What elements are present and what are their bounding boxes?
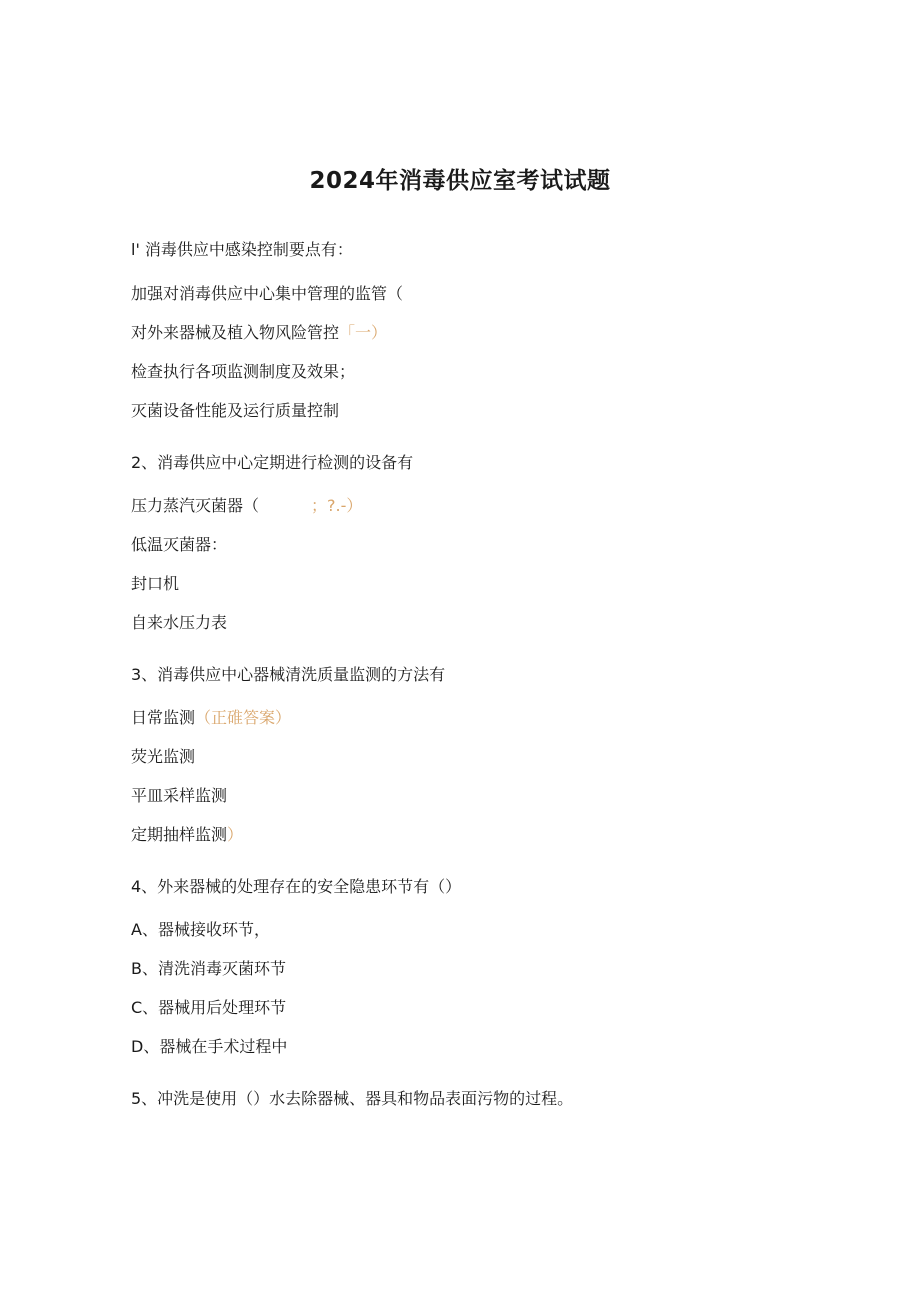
- q1-option-2-text: 对外来器械及植入物风险管控: [131, 323, 340, 342]
- question-1: l' 消毒供应中感染控制要点有：: [131, 240, 353, 259]
- q1-option-2-answer-mark: 「一）: [339, 323, 388, 342]
- q2-option-1-answer-mark: ；?.-）: [311, 496, 363, 515]
- q4-option-a: [131, 920, 270, 940]
- q3-option-1-text: 日常监测: [131, 708, 196, 727]
- question-2: 2、消毒供应中心定期进行检测的设备有: [131, 453, 414, 472]
- q2-option-3-text: 封口机: [131, 574, 180, 593]
- q1-option-1-text: 加强对消毒供应中心集中管理的监管（: [131, 284, 404, 303]
- q4-option-d: [131, 1037, 287, 1057]
- q1-option-4-text: 灭菌设备性能及运行质量控制: [131, 401, 340, 420]
- q2-option-2-text: 低温灭菌器：: [131, 535, 228, 554]
- q1-option-1: [131, 284, 403, 304]
- q3-option-3: [131, 786, 227, 806]
- q2-option-1-text: 压力蒸汽灭菌器（: [131, 496, 260, 515]
- q4-option-a-text: A、器械接收环节，: [131, 920, 270, 939]
- q4-option-d-text: D、器械在手术过程中: [131, 1037, 288, 1056]
- q2-option-3: [131, 574, 179, 594]
- q3-option-2: [131, 747, 195, 767]
- question-5: 5、冲洗是使用（）水去除器械、器具和物品表面污物的过程。: [131, 1089, 574, 1108]
- q1-option-3: [131, 362, 355, 382]
- q2-option-4-text: 自来水压力表: [131, 613, 228, 632]
- q4-option-c: [131, 998, 286, 1018]
- q3-option-2-text: 荧光监测: [131, 747, 196, 766]
- q1-option-3-text: 检查执行各项监测制度及效果；: [131, 362, 356, 381]
- q3-option-3-text: 平皿采样监测: [131, 786, 228, 805]
- q3-option-4: [131, 825, 243, 845]
- question-4: 4、外来器械的处理存在的安全隐患环节有（）: [131, 877, 462, 896]
- q4-option-b-text: B、清洗消毒灭菌环节: [131, 959, 286, 978]
- page-title: 2024年消毒供应室考试试题: [309, 168, 611, 194]
- q2-option-2: [131, 535, 227, 555]
- q1-option-2: [131, 323, 387, 343]
- q3-option-1: [131, 708, 291, 728]
- q2-option-4: [131, 613, 227, 633]
- q3-option-4-answer-mark: ）: [227, 825, 244, 844]
- q4-option-c-text: C、器械用后处理环节: [131, 998, 287, 1017]
- q3-option-1-answer-mark: （正碓答案）: [195, 708, 292, 727]
- q1-option-4: [131, 401, 339, 421]
- q2-option-1: [131, 496, 362, 516]
- q4-option-b: [131, 959, 286, 979]
- question-3: 3、消毒供应中心器械清洗质量监测的方法有: [131, 665, 446, 684]
- q3-option-4-text: 定期抽样监测: [131, 825, 228, 844]
